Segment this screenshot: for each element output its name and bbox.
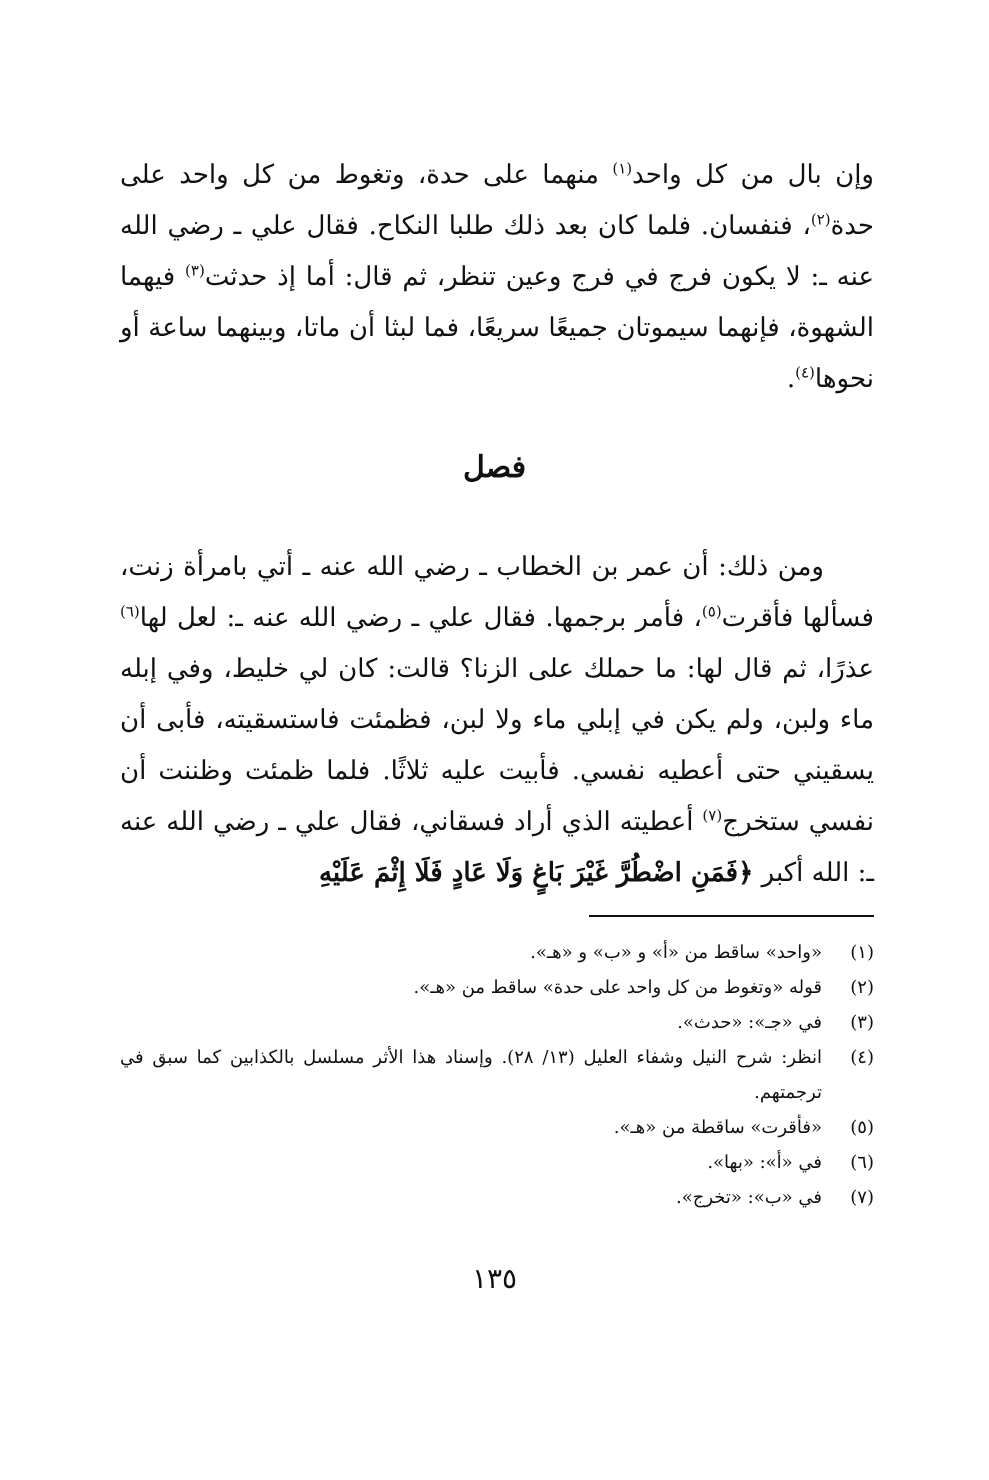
page-number: ١٣٥ bbox=[471, 1262, 518, 1295]
footnote-number: (٤) bbox=[850, 1047, 874, 1068]
section-heading: فصل bbox=[462, 450, 527, 485]
footnote bbox=[120, 1005, 874, 1040]
paragraph-text: وإن بال من كل واحد bbox=[632, 160, 874, 190]
footnote-marker-1: (١) bbox=[612, 159, 633, 178]
footnote-text: «واحد» ساقط من «أ» و «ب» و «هـ». bbox=[530, 942, 822, 963]
footnote bbox=[120, 1110, 874, 1145]
footnote bbox=[120, 935, 874, 970]
footnote-text: في «أ»: «بها». bbox=[707, 1152, 822, 1173]
footnote bbox=[120, 1180, 874, 1215]
paragraph-text: ومن ذلك: أن عمر بن الخطاب ـ رضي الله عنه ـ أتي بامرأة زنت، فسألها فأقرت bbox=[120, 552, 874, 633]
paragraph-main bbox=[120, 542, 874, 899]
paragraph-text: فيهما الشهوة، فإنهما سيموتان جميعًا سريعًا، فما لبثا أن ماتا، وبينهما ساعة أو نحوها bbox=[120, 262, 874, 394]
footnote-text: في «ب»: «تخرج». bbox=[675, 1187, 822, 1208]
paragraph-text: ، فأمر برجمها. فقال علي ـ رضي الله عنه ـ: لعل لها bbox=[139, 603, 702, 633]
footnote-number: (٦) bbox=[850, 1152, 874, 1173]
footnote-marker-3: (٣) bbox=[185, 261, 205, 280]
footnote-marker-5: (٥) bbox=[701, 602, 722, 621]
footnote-number: (٥) bbox=[850, 1117, 874, 1138]
footnote bbox=[120, 1040, 874, 1110]
footnote-separator bbox=[589, 915, 874, 917]
footnote-number: (٣) bbox=[850, 1012, 874, 1033]
footnote-marker-4: (٤) bbox=[795, 363, 815, 382]
paragraph-text: أعطيته الذي أراد فسقاني، فقال علي ـ رضي الله عنه ـ: الله أكبر bbox=[120, 807, 874, 888]
footnote-text: قوله «وتغوط من كل واحد على حدة» ساقط من «هـ». bbox=[413, 977, 822, 998]
paragraph-text: منهما على حدة، وتغوط من كل واحد على حدة bbox=[120, 160, 874, 241]
footnote-text: انظر: شرح النيل وشفاء العليل (١٣/ ٢٨). وإسناد هذا الأثر مسلسل بالكذابين كما سبق في ترجمتهم. bbox=[120, 1047, 822, 1103]
footnote bbox=[120, 970, 874, 1005]
paragraph-text: . bbox=[786, 364, 796, 394]
footnote-number: (١) bbox=[850, 942, 874, 963]
paragraph-text: عذرًا، ثم قال لها: ما حملك على الزنا؟ قالت: كان لي خليط، وفي إبله ماء ولبن، ولم يكن في إبلي ماء ولا لبن، فظمئت فاستسقيته، فأبى أن يسقيني حتى أعطيه نفسي. فأبيت عليه ثلاثًا. فلما ظمئت وظننت أن نفسي ستخرج bbox=[120, 654, 874, 837]
footnote-text: «فأقرت» ساقطة من «هـ». bbox=[613, 1117, 822, 1138]
footnote-marker-7: (٧) bbox=[702, 806, 723, 825]
footnote-number: (٧) bbox=[850, 1187, 874, 1208]
quran-quote: ﴿فَمَنِ اضْطُرَّ غَيْرَ بَاغٍ وَلَا عَادٍ فَلَا إِثْمَ عَلَيْهِ bbox=[318, 858, 754, 888]
paragraph-top bbox=[120, 150, 874, 405]
paragraph-text: ، فنفسان. فلما كان بعد ذلك طلبا النكاح. فقال علي ـ رضي الله عنه ـ: لا يكون فرج في فرج وعين تنظر، ثم قال: أما إذ حدثت bbox=[120, 211, 874, 292]
footnote-marker-6: (٦) bbox=[120, 602, 140, 621]
footnote-number: (٢) bbox=[850, 977, 874, 998]
footnote-marker-2: (٢) bbox=[810, 210, 831, 229]
footnote-text: في «جـ»: «حدث». bbox=[677, 1012, 822, 1033]
footnotes-list bbox=[120, 935, 874, 1215]
footnote bbox=[120, 1145, 874, 1180]
